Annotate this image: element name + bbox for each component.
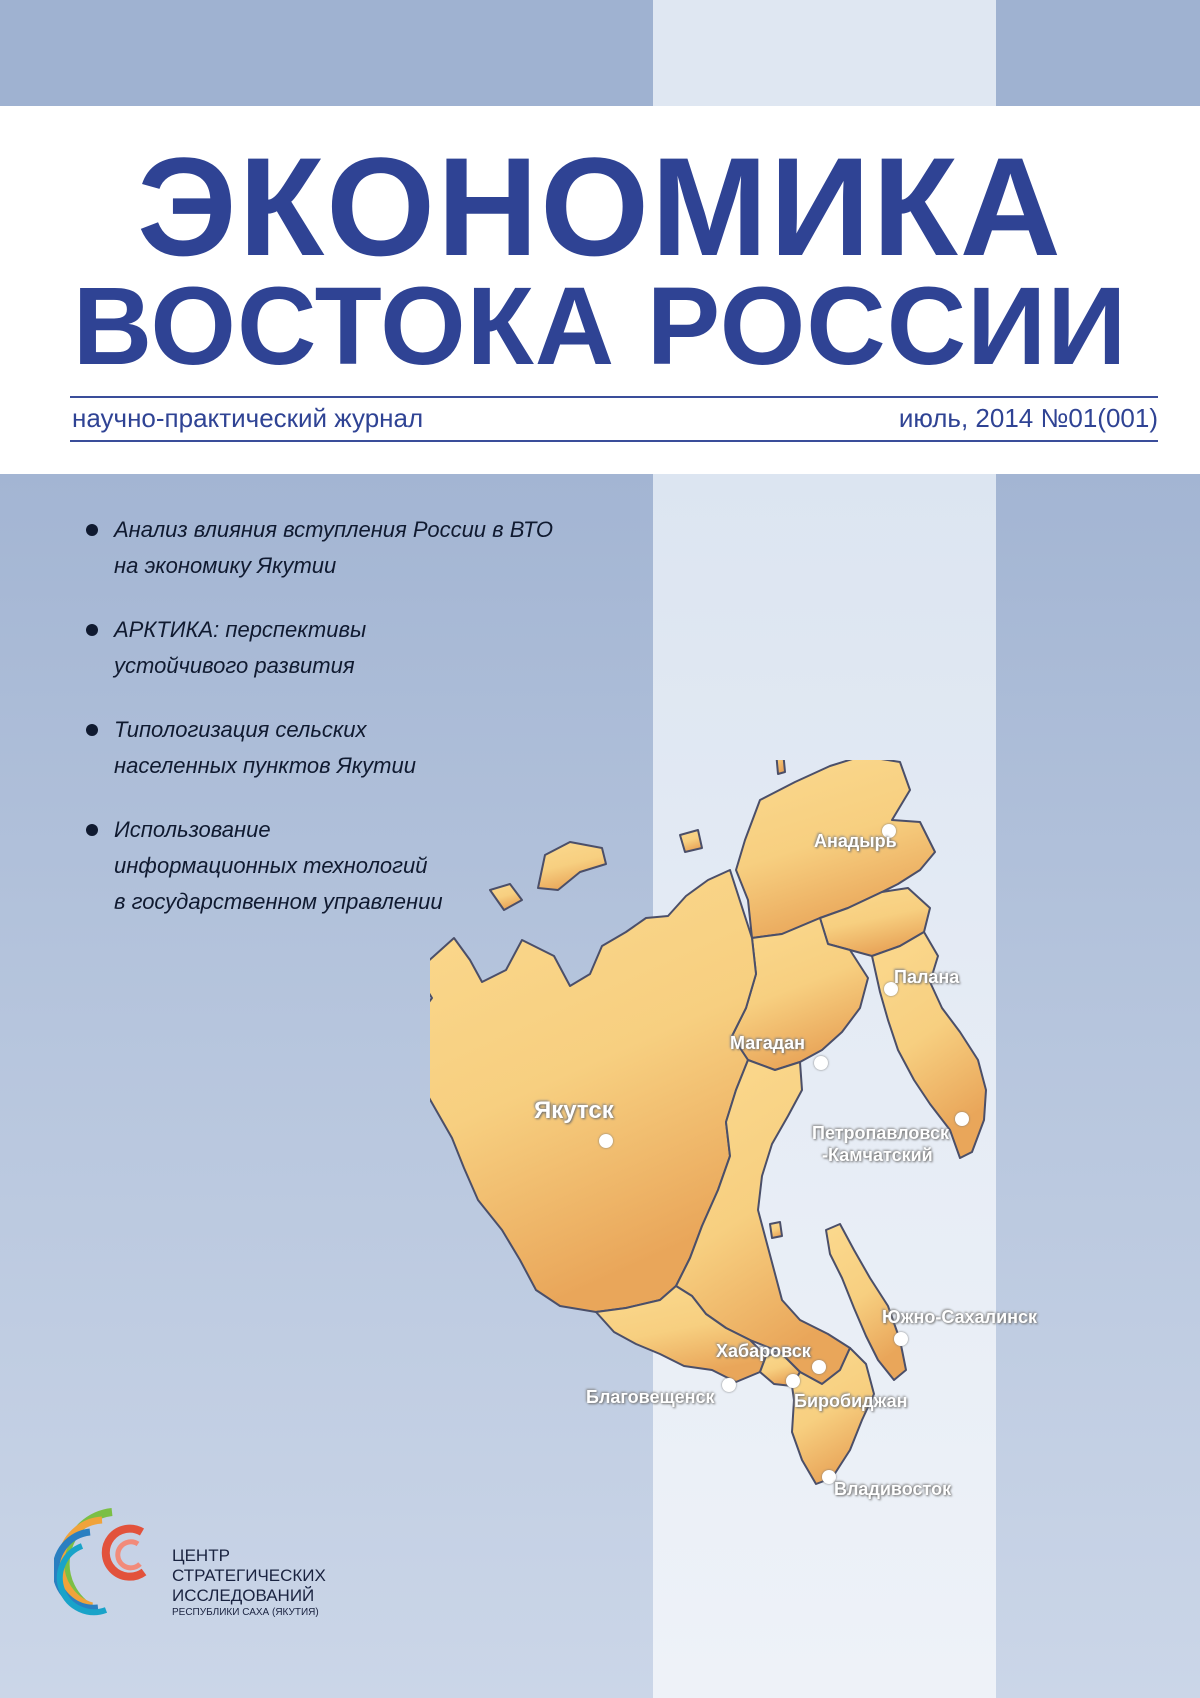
topic-line: Типологизация сельских [114, 717, 367, 742]
city-label-anadyr: Анадырь [814, 831, 897, 851]
island-shape [538, 842, 606, 890]
issue-info: июль, 2014 №01(001) [898, 403, 1158, 433]
topic-line: информационных технологий [114, 853, 428, 878]
island-shape [490, 884, 522, 910]
logo-emblem-icon [54, 1506, 174, 1616]
logo-line: ЦЕНТР [172, 1546, 230, 1565]
title-rule-top [70, 396, 1158, 398]
topic-item [86, 612, 646, 684]
topic-line: устойчивого развития [114, 653, 355, 678]
topic-line: АРКТИКА: перспективы [114, 617, 367, 642]
journal-title-line-2: ВОСТОКА РОССИИ [72, 265, 1128, 388]
topic-line: Использование [114, 817, 271, 842]
city-label-palana: Палана [894, 967, 960, 987]
city-label-petropavlovsk: Петропавловск [812, 1123, 950, 1143]
city-dot-khabarovsk [812, 1360, 826, 1374]
logo-line: ИССЛЕДОВАНИЙ [172, 1586, 315, 1605]
city-dot-petropavlovsk [955, 1112, 969, 1126]
journal-title-line-1: ЭКОНОМИКА [137, 128, 1063, 285]
topic-line: в государственном управлении [114, 889, 443, 914]
journal-subtitle: научно-практический журнал [72, 403, 424, 433]
logo-text [172, 1546, 326, 1620]
city-dot-magadan [814, 1056, 828, 1070]
island-shape [680, 830, 702, 852]
topic-line: Анализ влияния вступления России в ВТО [114, 517, 554, 542]
island-shape [775, 760, 785, 774]
city-label-yakutsk: Якутск [534, 1097, 614, 1124]
center-logo [54, 1506, 374, 1666]
bullet-icon [86, 824, 98, 836]
city-dot-yakutsk [599, 1134, 613, 1148]
bullet-icon [86, 724, 98, 736]
city-label-yuzhno-sakhalinsk: Южно-Сахалинск [882, 1307, 1038, 1327]
city-label-khabarovsk: Хабаровск [716, 1341, 811, 1361]
title-rule-bottom [70, 440, 1158, 442]
city-label-vladivostok: Владивосток [834, 1479, 952, 1499]
top-band [0, 0, 1200, 106]
city-label-blagoveshchensk: Благовещенск [586, 1387, 715, 1407]
topic-line: на экономику Якутии [114, 553, 337, 578]
logo-line-small: РЕСПУБЛИКИ САХА (ЯКУТИЯ) [172, 1607, 319, 1618]
far-east-map [430, 760, 1170, 1620]
map-graphic [430, 760, 1170, 1620]
top-band-light-stripe [653, 0, 996, 106]
city-dot-yuzhno-sakhalinsk [894, 1332, 908, 1346]
city-dot-birobidzhan [786, 1374, 800, 1388]
logo-line: СТРАТЕГИЧЕСКИХ [172, 1566, 326, 1585]
bullet-icon [86, 524, 98, 536]
bullet-icon [86, 624, 98, 636]
topic-item [86, 512, 646, 584]
city-label-magadan: Магадан [730, 1033, 806, 1053]
island-shape [770, 1222, 782, 1238]
city-label-birobidzhan: Биробиджан [794, 1391, 908, 1411]
topic-line: населенных пунктов Якутии [114, 753, 416, 778]
city-label-petropavlovsk-2: -Камчатский [822, 1145, 933, 1165]
city-dot-blagoveshchensk [722, 1378, 736, 1392]
